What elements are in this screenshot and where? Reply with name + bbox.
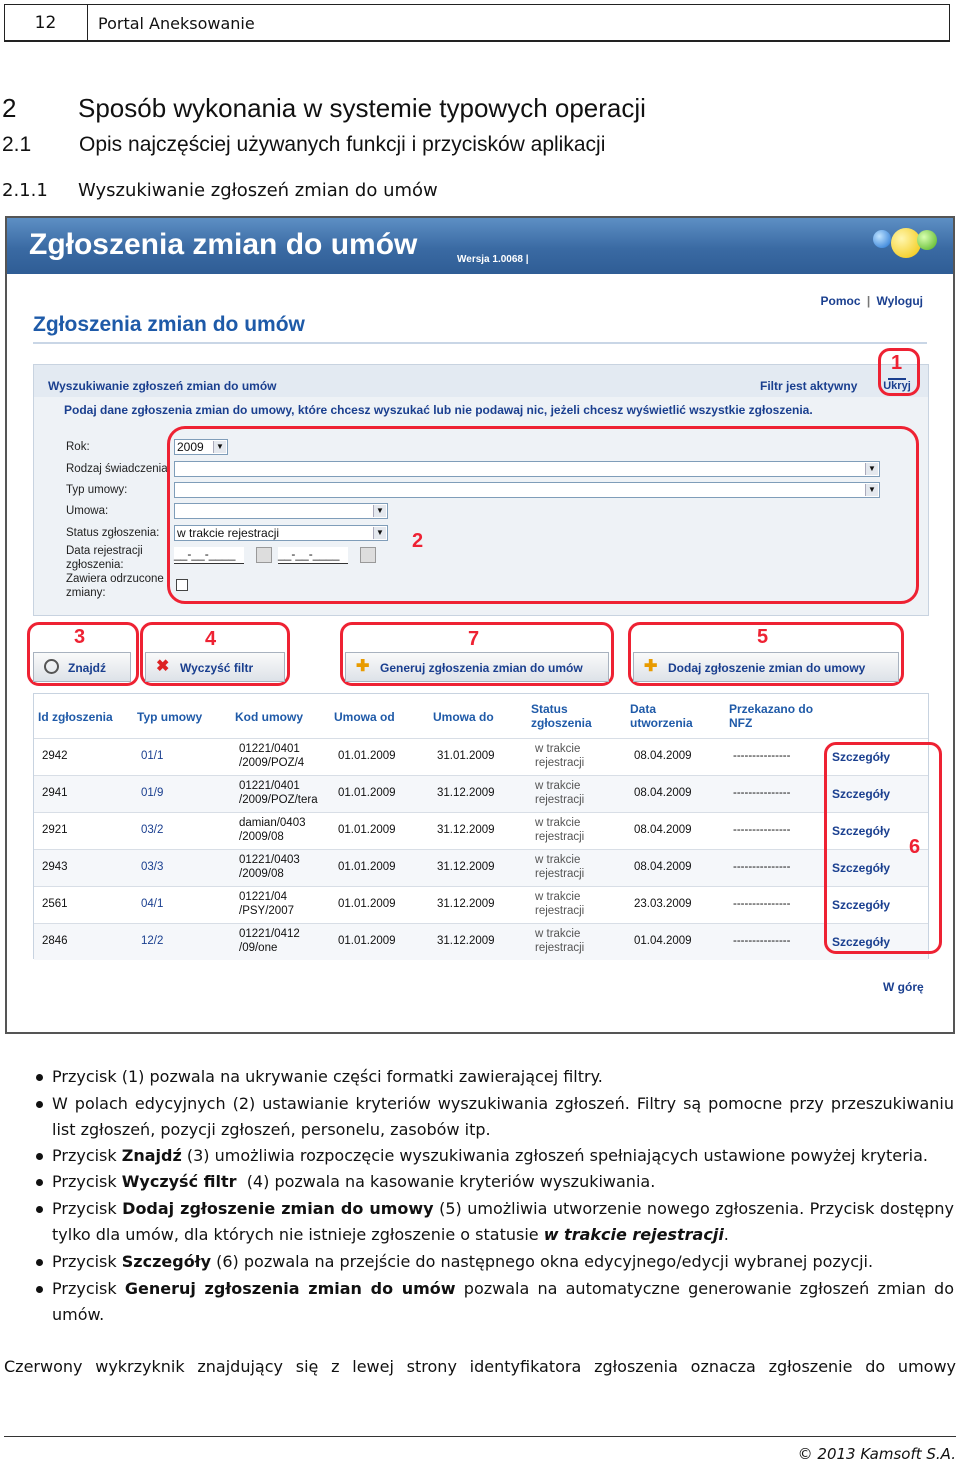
- cell-nfz: ---------------: [733, 898, 791, 910]
- table-row: [34, 738, 928, 775]
- filter-active-label: Filtr jest aktywny: [760, 379, 858, 393]
- table-row: [34, 812, 928, 849]
- running-title: Portal Aneksowanie: [98, 14, 255, 33]
- callout-number-2: 2: [412, 530, 424, 552]
- cell-data: 08.04.2009: [634, 824, 692, 836]
- cell-nfz: ---------------: [733, 787, 791, 799]
- bullet-text: Przycisk (1) pozwala na ukrywanie części formatki zawierającej filtry.: [52, 1067, 603, 1086]
- cell-st2: rejestracji: [535, 942, 585, 954]
- cell-od: 01.01.2009: [338, 824, 396, 836]
- cell-id: 2846: [42, 935, 68, 947]
- cell-kod2: /2009/08: [239, 831, 284, 843]
- bullet-dot-icon: [36, 1153, 43, 1160]
- generate-button[interactable]: [345, 652, 609, 682]
- date-to-input[interactable]: __-__-____: [278, 547, 348, 564]
- th-from[interactable]: Umowa od: [334, 710, 395, 724]
- bullet-text: Przycisk Generuj zgłoszenia zmian do umów pozwala na automatyczne generowanie zgłoszeń zmian do umów.: [52, 1279, 954, 1324]
- label-contract-type: Typ umowy:: [66, 484, 128, 496]
- cell-id: 2921: [42, 824, 68, 836]
- callout-number-7: 7: [468, 628, 480, 650]
- app-screenshot: [5, 216, 955, 1034]
- bullet-text: Przycisk Dodaj zgłoszenie zmian do umowy (5) umożliwia utworzenie nowego zgłoszenia. Przycisk dostępny tylko dla umów, dla których nie istnieje zgłoszenie o statusie w trakcie rejestracji.: [52, 1199, 954, 1244]
- heading-1: [2, 93, 646, 124]
- callout-number-6: 6: [909, 836, 921, 858]
- cell-kod2: /2009/08: [239, 868, 284, 880]
- th-id[interactable]: Id zgłoszenia: [38, 710, 113, 724]
- th-code[interactable]: Kod umowy: [235, 710, 303, 724]
- label-year: Rok:: [66, 441, 90, 453]
- callout-number-1: 1: [891, 352, 903, 374]
- cell-do: 31.12.2009: [437, 787, 495, 799]
- logo-ball-blue-icon: [873, 230, 891, 248]
- label-date-1: Data rejestracji: [66, 545, 143, 557]
- cell-nfz: ---------------: [733, 750, 791, 762]
- cell-od: 01.01.2009: [338, 750, 396, 762]
- hide-label: Ukryj: [883, 380, 911, 392]
- bullet-dot-icon: [36, 1286, 43, 1293]
- panel-info-text: Podaj dane zgłoszenia zmian do umowy, które chcesz wyszukać lub nie podawaj nic, jeżeli chcesz wyświetlić wszystkie zgłoszenia.: [64, 403, 813, 417]
- label-contract: Umowa:: [66, 505, 109, 517]
- cell-kod2: /PSY/2007: [239, 905, 294, 917]
- title-divider: [33, 342, 927, 344]
- cell-od: 01.01.2009: [338, 898, 396, 910]
- app-banner: [7, 218, 953, 274]
- cell-id: 2942: [42, 750, 68, 762]
- cell-st1: w trakcie: [535, 817, 581, 829]
- cell-data: 01.04.2009: [634, 935, 692, 947]
- heading-3-text: Wyszukiwanie zgłoszeń zmian do umów: [78, 180, 438, 201]
- heading-2-text: Opis najczęściej używanych funkcji i przycisków aplikacji: [79, 133, 606, 156]
- cell-data: 08.04.2009: [634, 750, 692, 762]
- label-date-2: zgłoszenia:: [66, 559, 124, 571]
- logout-link[interactable]: Wyloguj: [876, 294, 923, 308]
- cell-st2: rejestracji: [535, 794, 585, 806]
- callout-number-3: 3: [74, 626, 86, 648]
- chevron-down-icon: ▼: [373, 505, 386, 517]
- cell-st2: rejestracji: [535, 905, 585, 917]
- cell-kod1: 01221/04: [239, 891, 287, 903]
- callout-box-2: [167, 426, 919, 604]
- callout-number-5: 5: [757, 626, 769, 648]
- cell-st2: rejestracji: [535, 757, 585, 769]
- bullet-text: W polach edycyjnych (2) ustawianie kryteriów wyszukiwania zgłoszeń. Filtry są pomocne przy przeszukiwaniu list zgłoszeń, pozycji zgłoszeń, personelu, zasobów itp.: [52, 1094, 954, 1139]
- th-status-1[interactable]: Status: [531, 702, 568, 716]
- cell-do: 31.12.2009: [437, 861, 495, 873]
- add-request-label: Dodaj zgłoszenie zmian do umowy: [668, 661, 866, 675]
- details-button[interactable]: Szczegóły: [832, 787, 891, 801]
- cell-nfz: ---------------: [733, 935, 791, 947]
- status-value: w trakcie rejestracji: [177, 526, 280, 540]
- cell-do: 31.12.2009: [437, 935, 495, 947]
- heading-3: [2, 180, 438, 201]
- cell-do: 31.01.2009: [437, 750, 495, 762]
- contract-type-link[interactable]: 01/1: [141, 750, 164, 762]
- bullet-dot-icon: [36, 1206, 43, 1213]
- cell-st2: rejestracji: [535, 831, 585, 843]
- find-button[interactable]: [33, 652, 131, 682]
- bullet-dot-icon: [36, 1074, 43, 1081]
- back-to-top-link[interactable]: W górę: [883, 980, 924, 994]
- date-from-input[interactable]: __-__-____: [174, 547, 244, 564]
- cell-kod2: /2009/POZ/tera: [239, 794, 318, 806]
- cell-kod1: 01221/0403: [239, 854, 300, 866]
- cell-od: 01.01.2009: [338, 935, 396, 947]
- cell-st1: w trakcie: [535, 928, 581, 940]
- details-button[interactable]: Szczegóły: [832, 935, 891, 949]
- label-service-type: Rodzaj świadczenia:: [66, 463, 171, 475]
- cell-nfz: ---------------: [733, 824, 791, 836]
- cell-st1: w trakcie: [535, 743, 581, 755]
- top-links: [820, 294, 923, 308]
- clear-filter-button[interactable]: [145, 652, 285, 682]
- table-row: [34, 886, 928, 923]
- generate-button-label: Generuj zgłoszenia zmian do umów: [380, 661, 583, 675]
- results-table: [33, 693, 929, 959]
- label-status: Status zgłoszenia:: [66, 527, 160, 539]
- panel-title: Wyszukiwanie zgłoszeń zmian do umów: [48, 379, 277, 393]
- contract-type-link[interactable]: 03/2: [141, 824, 164, 836]
- cell-kod1: 01221/0412: [239, 928, 300, 940]
- cell-kod2: /09/one: [239, 942, 278, 954]
- cell-st2: rejestracji: [535, 868, 585, 880]
- cell-st1: w trakcie: [535, 891, 581, 903]
- footer-divider: [4, 1436, 956, 1437]
- top-links-separator: |: [866, 294, 871, 308]
- add-document-icon: ✚: [644, 658, 658, 675]
- magnifier-icon: [44, 659, 59, 674]
- help-link[interactable]: Pomoc: [820, 294, 861, 308]
- th-status-2[interactable]: zgłoszenia: [531, 716, 592, 730]
- bullet-text: Przycisk Wyczyść filtr (4) pozwala na kasowanie kryteriów wyszukiwania.: [52, 1172, 656, 1191]
- heading-2: [2, 133, 606, 157]
- th-nfz-2[interactable]: NFZ: [729, 716, 753, 730]
- cell-od: 01.01.2009: [338, 861, 396, 873]
- cell-id: 2561: [42, 898, 68, 910]
- footer-copyright: © 2013 Kamsoft S.A.: [797, 1445, 956, 1463]
- details-button[interactable]: Szczegóły: [832, 824, 891, 838]
- bullet-text: Przycisk Szczegóły (6) pozwala na przejście do następnego okna edycyjnego/edycji wybranej pozycji.: [52, 1252, 874, 1271]
- add-document-icon: ✚: [356, 658, 370, 675]
- cell-kod1: 01221/0401: [239, 743, 300, 755]
- heading-3-number: 2.1.1: [2, 180, 48, 201]
- label-rejected-1: Zawiera odrzucone: [66, 573, 164, 585]
- year-value: 2009: [177, 440, 204, 454]
- callout-number-4: 4: [205, 628, 217, 650]
- cell-kod1: damian/0403: [239, 817, 306, 829]
- cell-od: 01.01.2009: [338, 787, 396, 799]
- chevron-down-icon: ▼: [213, 441, 226, 453]
- details-button[interactable]: Szczegóły: [832, 861, 891, 875]
- bullet-dot-icon: [36, 1101, 43, 1108]
- bullet-dot-icon: [36, 1259, 43, 1266]
- callout-box-6: [824, 742, 942, 954]
- chevron-down-icon: ▼: [865, 484, 878, 496]
- cell-do: 31.12.2009: [437, 824, 495, 836]
- table-row: [34, 775, 928, 812]
- cell-data: 23.03.2009: [634, 898, 692, 910]
- app-page-title: Zgłoszenia zmian do umów: [33, 313, 305, 336]
- contract-type-link[interactable]: 01/9: [141, 787, 164, 799]
- final-paragraph: Czerwony wykrzyknik znajdujący się z lewej strony identyfikatora zgłoszenia oznacza zgłoszenie do umowy: [4, 1357, 956, 1376]
- bullet-dot-icon: [36, 1179, 43, 1186]
- heading-1-text: Sposób wykonania w systemie typowych operacji: [78, 93, 646, 123]
- th-to[interactable]: Umowa do: [433, 710, 494, 724]
- cell-do: 31.12.2009: [437, 898, 495, 910]
- cell-id: 2943: [42, 861, 68, 873]
- th-date-1[interactable]: Data: [630, 702, 657, 716]
- clear-x-icon: ✖: [156, 658, 170, 675]
- heading-1-number: 2: [2, 93, 17, 123]
- chevron-down-icon: ▼: [373, 527, 386, 539]
- find-button-label: Znajdź: [68, 661, 106, 675]
- cell-id: 2941: [42, 787, 68, 799]
- cell-kod1: 01221/0401: [239, 780, 300, 792]
- heading-2-number: 2.1: [2, 133, 32, 156]
- contract-type-link[interactable]: 04/1: [141, 898, 164, 910]
- label-rejected-2: zmiany:: [66, 587, 106, 599]
- logo-ball-green-icon: [917, 230, 937, 250]
- th-nfz-1[interactable]: Przekazano do: [729, 702, 814, 716]
- banner-version: Wersja 1.0068 |: [457, 254, 529, 265]
- add-request-button[interactable]: [633, 652, 899, 682]
- bullet-text: Przycisk Znajdź (3) umożliwia rozpoczęcie wyszukiwania zgłoszeń spełniających ustawione powyżej kryteria.: [52, 1146, 929, 1165]
- th-date-2[interactable]: utworzenia: [630, 716, 693, 730]
- cell-data: 08.04.2009: [634, 861, 692, 873]
- table-row: [34, 849, 928, 886]
- contract-type-link[interactable]: 03/3: [141, 861, 164, 873]
- contract-type-link[interactable]: 12/2: [141, 935, 164, 947]
- details-button[interactable]: Szczegóły: [832, 898, 891, 912]
- banner-title: Zgłoszenia zmian do umów: [29, 228, 418, 261]
- cell-st1: w trakcie: [535, 854, 581, 866]
- cell-kod2: /2009/POZ/4: [239, 757, 305, 769]
- chevron-down-icon: ▼: [865, 463, 878, 475]
- cell-st1: w trakcie: [535, 780, 581, 792]
- cell-nfz: ---------------: [733, 861, 791, 873]
- details-button[interactable]: Szczegóły: [832, 750, 891, 764]
- table-row: [34, 923, 928, 960]
- th-type[interactable]: Typ umowy: [137, 710, 203, 724]
- clear-filter-label: Wyczyść filtr: [180, 661, 254, 675]
- page-number: 12: [4, 4, 88, 42]
- cell-data: 08.04.2009: [634, 787, 692, 799]
